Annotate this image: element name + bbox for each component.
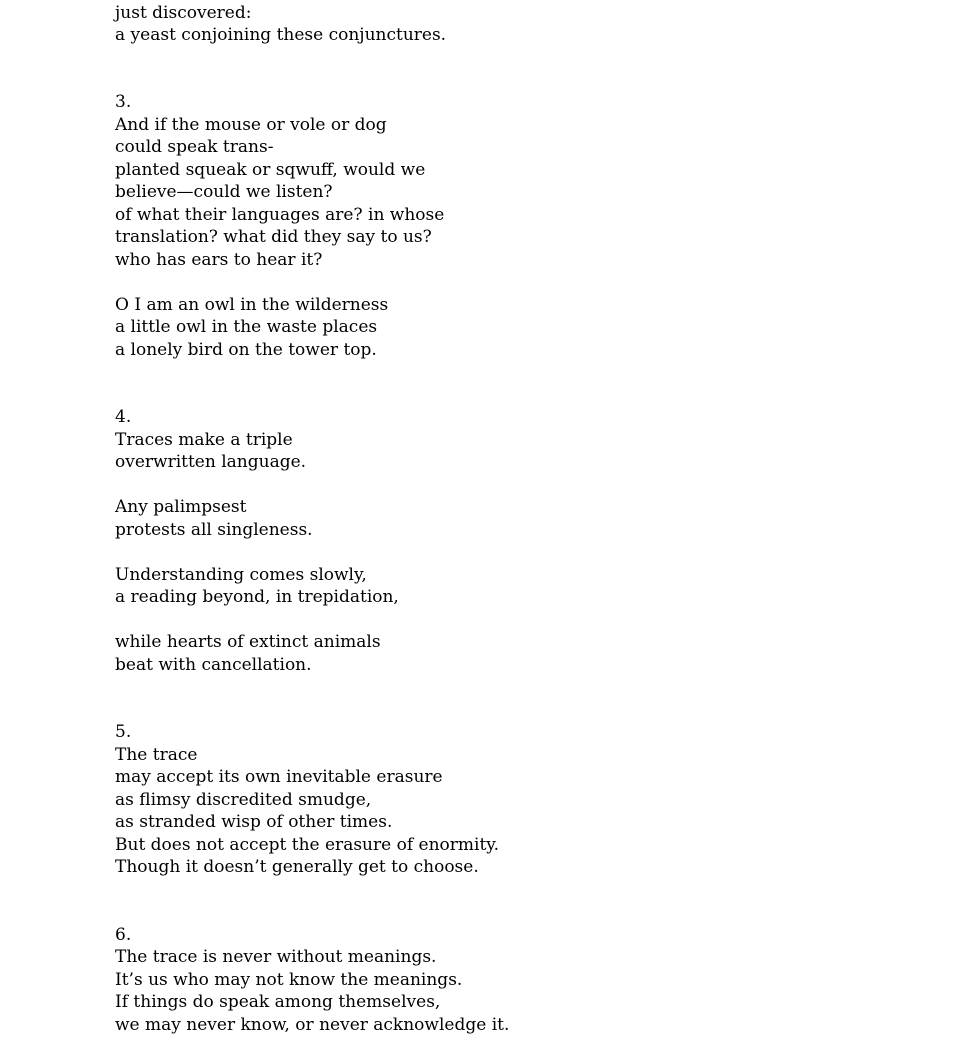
poem-line: protests all singleness. <box>115 520 313 540</box>
section-number-3: 3. <box>115 92 132 112</box>
poem-line: The trace is never without meanings. <box>115 947 437 967</box>
poem-line: planted squeak or sqwuff, would we <box>115 160 426 180</box>
poem-line: as flimsy discredited smudge, <box>115 790 372 810</box>
poem-line: a lonely bird on the tower top. <box>115 340 377 360</box>
poem-line: It’s us who may not know the meanings. <box>115 970 463 990</box>
poem-line: a little owl in the waste places <box>115 317 378 337</box>
poem-line: a reading beyond, in trepidation, <box>115 587 399 607</box>
poem-line: while hearts of extinct animals <box>115 632 381 652</box>
section-number-6: 6. <box>115 925 132 945</box>
poem-line: of what their languages are? in whose <box>115 205 445 225</box>
poem-line: just discovered: <box>115 3 252 23</box>
poem-line: And if the mouse or vole or dog <box>115 115 387 135</box>
poem-line: overwritten language. <box>115 452 307 472</box>
section-number-5: 5. <box>115 722 132 742</box>
poem-line: translation? what did they say to us? <box>115 227 432 247</box>
poem-line: we may never know, or never acknowledge it. <box>115 1015 510 1035</box>
poem-line: Any palimpsest <box>115 497 247 517</box>
poem-line: as stranded wisp of other times. <box>115 812 393 832</box>
poem-line: could speak trans- <box>115 137 274 157</box>
poem-line: who has ears to hear it? <box>115 250 323 270</box>
poem-line: Though it doesn’t generally get to choose. <box>115 857 479 877</box>
poem-line: But does not accept the erasure of enormity. <box>115 835 500 855</box>
poem-line: beat with cancellation. <box>115 655 312 675</box>
poem-line: O I am an owl in the wilderness <box>115 295 389 315</box>
poem-line: may accept its own inevitable erasure <box>115 767 443 787</box>
poem-line: Traces make a triple <box>115 430 293 450</box>
poem-line: Understanding comes slowly, <box>115 565 367 585</box>
poem-line: The trace <box>115 745 198 765</box>
poem-line: If things do speak among themselves, <box>115 992 441 1012</box>
section-number-4: 4. <box>115 407 132 427</box>
poem-line: believe—could we listen? <box>115 182 333 202</box>
poem-line: a yeast conjoining these conjunctures. <box>115 25 447 45</box>
